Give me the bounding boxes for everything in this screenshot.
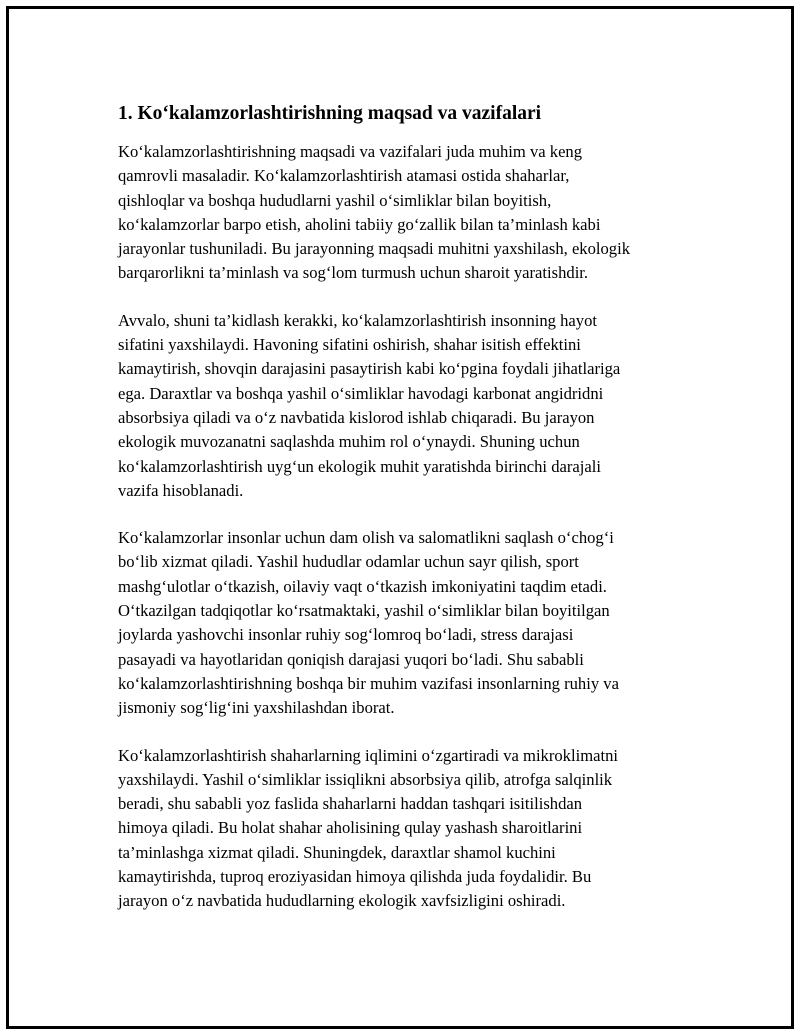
paragraph-3 xyxy=(118,526,693,720)
text-line: himoya qiladi. Bu holat shahar aholisining qulay yashash sharoitlarini xyxy=(118,818,583,838)
paragraph-4 xyxy=(118,744,693,914)
text-line: ekologik muvozanatni saqlashda muhim rol o‘ynaydi. Shuning uchun xyxy=(118,432,580,452)
text-line: ega. Daraxtlar va boshqa yashil o‘simliklar havodagi karbonat angidridni xyxy=(118,383,604,403)
text-line: mashg‘ulotlar o‘tkazish, oilaviy vaqt o‘tkazish imkoniyatini taqdim etadi. xyxy=(118,576,607,596)
text-line: barqarorlikni ta’minlash va sog‘lom turmush uchun sharoit yaratishdir. xyxy=(118,263,589,283)
text-line: ko‘kalamzorlashtirishning boshqa bir muhim vazifasi insonlarning ruhiy va xyxy=(118,673,619,693)
text-line: O‘tkazilgan tadqiqotlar ko‘rsatmaktaki, yashil o‘simliklar bilan boyitilgan xyxy=(118,601,610,621)
text-line: Avvalo, shuni ta’kidlash kerakki, ko‘kalamzorlashtirish insonning hayot xyxy=(118,310,597,330)
text-line: pasayadi va hayotlaridan qoniqish darajasi yuqori bo‘ladi. Shu sababli xyxy=(118,649,584,669)
text-line: qamrovli masaladir. Ko‘kalamzorlashtirish atamasi ostida shaharlar, xyxy=(118,166,570,186)
text-line: kamaytirish, shovqin darajasini pasaytirish kabi ko‘pgina foydali jihatlariga xyxy=(118,359,621,379)
text-line: ko‘kalamzorlashtirish uyg‘un ekologik muhit yaratishda birinchi darajali xyxy=(118,456,601,476)
text-line: beradi, shu sababli yoz faslida shaharlarni haddan tashqari isitilishdan xyxy=(118,794,583,814)
text-line: ta’minlashga xizmat qiladi. Shuningdek, daraxtlar shamol kuchini xyxy=(118,842,556,862)
text-line: qishloqlar va boshqa hududlarni yashil o‘simliklar bilan boyitish, xyxy=(118,190,552,210)
page-frame xyxy=(6,6,794,1029)
text-line: jarayonlar tushuniladi. Bu jarayonning maqsadi muhitni yaxshilash, ekologik xyxy=(118,239,631,259)
text-line: joylarda yashovchi insonlar ruhiy sog‘lomroq bo‘ladi, stress darajasi xyxy=(118,625,574,645)
text-line: jarayon o‘z navbatida hududlarning ekologik xavfsizligini oshiradi. xyxy=(118,891,566,911)
text-line: sifatini yaxshilaydi. Havoning sifatini oshirish, shahar isitish effektini xyxy=(118,335,581,355)
paragraph-1 xyxy=(118,140,693,286)
text-line: yaxshilaydi. Yashil o‘simliklar issiqlikni absorbsiya qilib, atrofga salqinlik xyxy=(118,769,613,789)
text-line: ko‘kalamzorlar barpo etish, aholini tabiiy go‘zallik bilan ta’minlash kabi xyxy=(118,214,601,234)
text-line: vazifa hisoblanadi. xyxy=(118,480,244,500)
text-line: Ko‘kalamzorlar insonlar uchun dam olish va salomatlikni saqlash o‘chog‘i xyxy=(118,528,614,548)
text-line: Ko‘kalamzorlashtirishning maqsadi va vazifalari juda muhim va keng xyxy=(118,142,583,161)
text-line: jismoniy sog‘lig‘ini yaxshilashdan iborat. xyxy=(118,698,395,718)
document-body xyxy=(118,101,693,937)
text-line: kamaytirishda, tuproq eroziyasidan himoya qilishda juda foydalidir. Bu xyxy=(118,867,592,887)
section-heading: 1. Ko‘kalamzorlashtirishning maqsad va vazifalari xyxy=(118,103,542,124)
text-line: bo‘lib xizmat qiladi. Yashil hududlar odamlar uchun sayr qilish, sport xyxy=(118,552,579,572)
text-line: Ko‘kalamzorlashtirish shaharlarning iqlimini o‘zgartiradi va mikroklimatni xyxy=(118,745,618,765)
paragraph-2 xyxy=(118,309,693,503)
paragraphs xyxy=(118,140,693,914)
text-line: absorbsiya qiladi va o‘z navbatida kislorod ishlab chiqaradi. Bu jarayon xyxy=(118,407,595,427)
